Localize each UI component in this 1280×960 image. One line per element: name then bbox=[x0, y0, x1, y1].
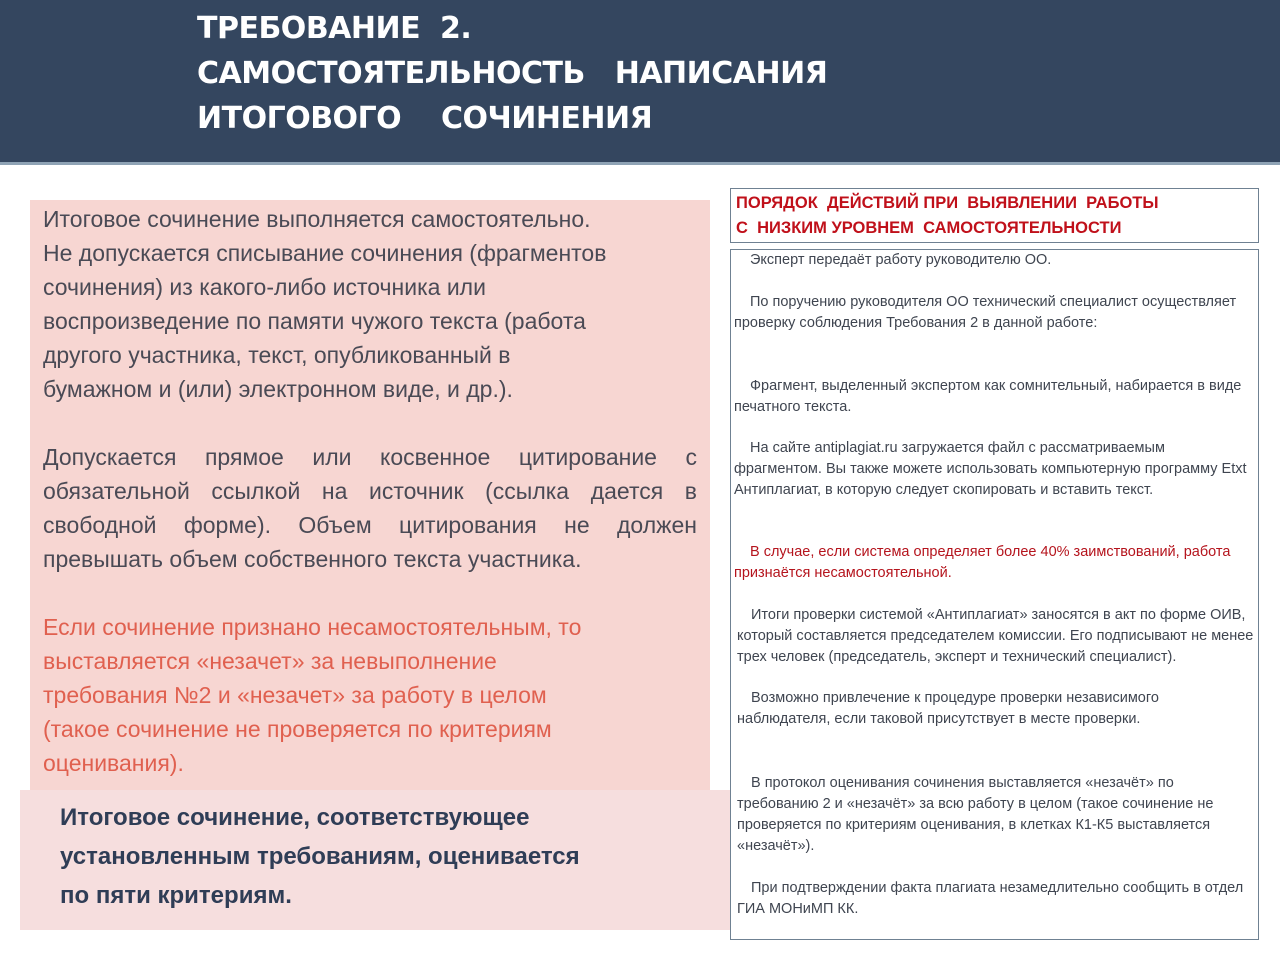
text-line: сочинения) из какого-либо источника или bbox=[43, 274, 486, 300]
step-fragment-typing bbox=[734, 376, 1256, 418]
title-line: ИТОГОВОГО СОЧИНЕНИЯ bbox=[197, 101, 653, 136]
procedure-heading-box bbox=[730, 188, 1259, 243]
step-threshold-warning bbox=[734, 542, 1256, 584]
procedure-heading bbox=[736, 191, 1159, 241]
step-tech-check bbox=[734, 292, 1256, 334]
heading-line: С НИЗКИМ УРОВНЕМ САМОСТОЯТЕЛЬНОСТИ bbox=[736, 219, 1122, 237]
text-line: другого участника, текст, опубликованный в bbox=[43, 342, 511, 368]
text-line: выставляется «незачет» за невыполнение bbox=[43, 648, 497, 674]
step-report-plagiarism bbox=[737, 878, 1255, 920]
step-text: Фрагмент, выделенный экспертом как сомнительный, набирается в виде печатного текста. bbox=[734, 378, 1242, 415]
text-line: установленным требованиям, оценивается bbox=[60, 843, 580, 870]
text-line: бумажном и (или) электронном виде, и др.). bbox=[43, 376, 513, 402]
paragraph-citation: Допускается прямое или косвенное цитирование с обязательной ссылкой на источник (ссылка дается в свободной форме). Объем цитирования не должен превышать объем собственного текста участника. bbox=[43, 444, 697, 572]
step-text: При подтверждении факта плагиата незамедлительно сообщить в отдел ГИА МОНиМП КК. bbox=[737, 880, 1244, 917]
step-text: Итоги проверки системой «Антиплагиат» заносятся в акт по форме ОИВ, который составляется председателем комиссии. Его подписывают не менее трех человек (председатель, эксперт и технический специалист). bbox=[737, 607, 1254, 665]
step-act-oiv bbox=[737, 605, 1255, 668]
text-line: по пяти критериям. bbox=[60, 882, 292, 909]
heading-line: ПОРЯДОК ДЕЙСТВИЙ ПРИ ВЫЯВЛЕНИИ РАБОТЫ bbox=[736, 194, 1159, 212]
title-line: ТРЕБОВАНИЕ 2. bbox=[197, 11, 472, 46]
paragraph-independence bbox=[43, 202, 697, 406]
requirements-text bbox=[43, 202, 697, 780]
step-protocol bbox=[737, 773, 1255, 857]
step-text: В протокол оценивания сочинения выставляется «незачёт» по требованию 2 и «незачёт» за всю работу в целом (такое сочинение не проверяется по критериям оценивания, в клетках К1-К5 выставляется «незачёт»). bbox=[737, 775, 1214, 854]
step-text: Возможно привлечение к процедуре проверки независимого наблюдателя, если таковой присутствует в месте проверки. bbox=[737, 690, 1159, 727]
text-line: воспроизведение по памяти чужого текста (работа bbox=[43, 308, 586, 334]
title-line: САМОСТОЯТЕЛЬНОСТЬ НАПИСАНИЯ bbox=[197, 56, 828, 91]
text-line: требования №2 и «незачет» за работу в целом bbox=[43, 682, 547, 708]
criteria-note bbox=[60, 798, 710, 915]
slide-title bbox=[197, 6, 827, 141]
text-line: Итоговое сочинение выполняется самостоятельно. bbox=[43, 206, 591, 232]
step-text: По поручению руководителя ОО технический специалист осуществляет проверку соблюдения Требования 2 в данной работе: bbox=[734, 294, 1237, 331]
text-line: Не допускается списывание сочинения (фрагментов bbox=[43, 240, 607, 266]
text-line: Если сочинение признано несамостоятельным, то bbox=[43, 614, 582, 640]
text-line: (такое сочинение не проверяется по критериям bbox=[43, 716, 552, 742]
step-antiplagiat-upload bbox=[734, 438, 1256, 501]
step-expert-transfer bbox=[734, 250, 1256, 271]
step-text: На сайте antiplagiat.ru загружается файл с рассматриваемым фрагментом. Вы также можете использовать компьютерную программу Etxt Антиплагиат, в которую следует скопировать и вставить текст. bbox=[734, 440, 1247, 498]
paragraph-failure-warning bbox=[43, 610, 697, 780]
text-line: Итоговое сочинение, соответствующее bbox=[60, 804, 530, 831]
step-text: В случае, если система определяет более 40% заимствований, работа признаётся несамостоятельной. bbox=[734, 544, 1231, 581]
text-line: оценивания). bbox=[43, 750, 184, 776]
step-text: Эксперт передаёт работу руководителю ОО. bbox=[750, 252, 1052, 268]
step-observer bbox=[737, 688, 1255, 730]
